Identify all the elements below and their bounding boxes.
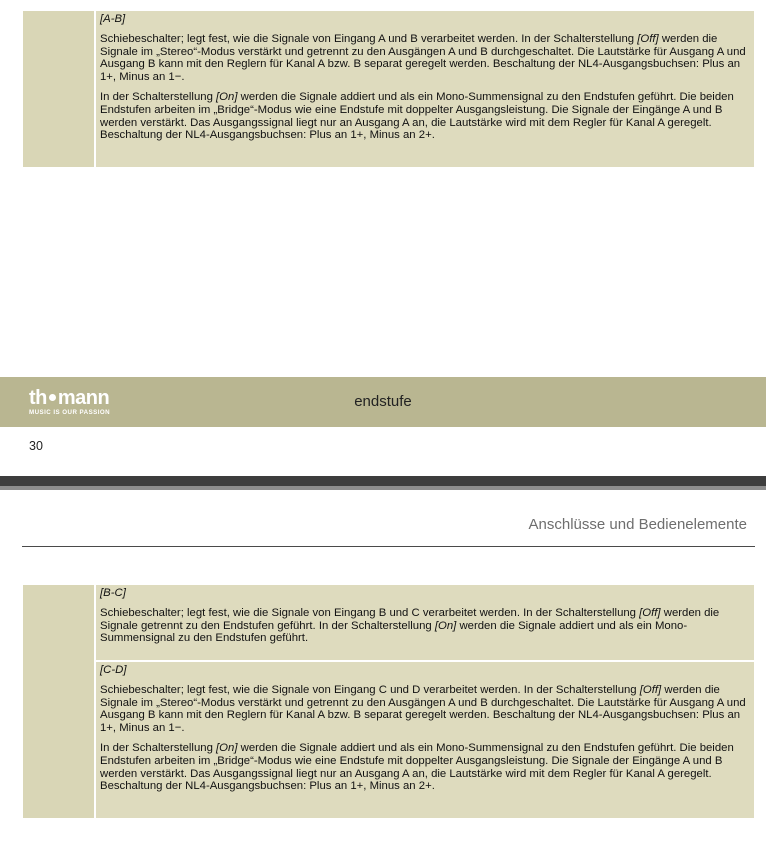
table-item-column (23, 11, 94, 167)
switch-position: [Off] (639, 683, 662, 696)
table-row-a-b (96, 11, 754, 167)
controls-table-top (23, 11, 754, 167)
description-paragraph: Schiebeschalter; legt fest, wie die Signale von Eingang A und B verarbeitet werden. In der Schalterstellung [Off] werden die Signale im „Stereo“-Modus verstärkt und getrennt zu den Ausgängen A und B durchgeschaltet. Die Lautstärke für Ausgang A und Ausgang B kann mit den Reglern für Kanal A bzw. B separat geregelt werden. Beschaltung der NL4-Ausgangsbuchsen: Plus an 1+, Minus an 1−. (100, 32, 746, 84)
section-heading: Anschlüsse und Bedienelemente (528, 516, 747, 533)
table-row-c-d (96, 662, 754, 818)
row-label: [B-C] (100, 587, 126, 599)
switch-position: [Off] (637, 32, 659, 45)
row-label: [C-D] (100, 664, 127, 676)
table-row-b-c (96, 585, 754, 660)
logo-text-left: th (29, 387, 47, 409)
description-paragraph: In der Schalterstellung [On] werden die Signale addiert und als ein Mono-Summensignal zu den Endstufen geführt. Die beiden Endstufen arbeiten im „Bridge“-Modus wie eine Endstufe mit doppelter Ausgangsleistung. Die Signale der Eingänge A und B werden verstärkt. Das Ausgangssignal liegt nur an Ausgang A an, die Lautstärke wird mit dem Regler für Kanal A geregelt. Beschaltung der NL4-Ausgangsbuchsen: Plus an 1+, Minus an 2+. (100, 741, 734, 793)
page-separator (0, 476, 766, 486)
switch-position: [On] (434, 619, 457, 632)
switch-position: [Off] (639, 606, 661, 619)
description-paragraph: Schiebeschalter; legt fest, wie die Signale von Eingang C und D verarbeitet werden. In der Schalterstellung [Off] werden die Signale im „Stereo“-Modus verstärkt und getrennt zu den Ausgängen A und B durchgeschaltet. Die Lautstärke für Ausgang A und Ausgang B kann mit den Reglern für Kanal A bzw. B separat geregelt werden. Beschaltung der NL4-Ausgangsbuchsen: Plus an 1+, Minus an 1−. (100, 683, 746, 735)
description-paragraph: In der Schalterstellung [On] werden die Signale addiert und als ein Mono-Summensignal zu den Endstufen geführt. Die beiden Endstufen arbeiten im „Bridge“-Modus wie eine Endstufe mit doppelter Ausgangsleistung. Die Signale der Eingänge A und B werden verstärkt. Das Ausgangssignal liegt nur an Ausgang A an, die Lautstärke wird mit dem Regler für Kanal A geregelt. Beschaltung der NL4-Ausgangsbuchsen: Plus an 1+, Minus an 2+. (100, 90, 734, 142)
controls-table-bottom (23, 585, 754, 818)
footer-title: endstufe (354, 393, 412, 410)
table-item-column (23, 585, 94, 818)
page-number: 30 (29, 439, 43, 453)
logo-text-right: mann (57, 387, 110, 409)
page-separator-shadow (0, 486, 766, 490)
row-description (100, 33, 748, 142)
logo-tagline: MUSIC IS OUR PASSION (29, 409, 111, 416)
switch-position: [On] (216, 741, 238, 754)
row-label: [A-B] (100, 13, 126, 25)
row-description (100, 684, 748, 793)
switch-position: [On] (216, 90, 238, 103)
description-paragraph: Schiebeschalter; legt fest, wie die Signale von Eingang B und C verarbeitet werden. In der Schalterstellung [Off] werden die Signale getrennt zu den Endstufen geführt. In der Schalterstellung [On] werden die Signale addiert und als ein Mono-Summensignal zu den Endstufen geführt. (100, 606, 720, 645)
row-description (100, 607, 748, 645)
section-rule (22, 546, 755, 547)
